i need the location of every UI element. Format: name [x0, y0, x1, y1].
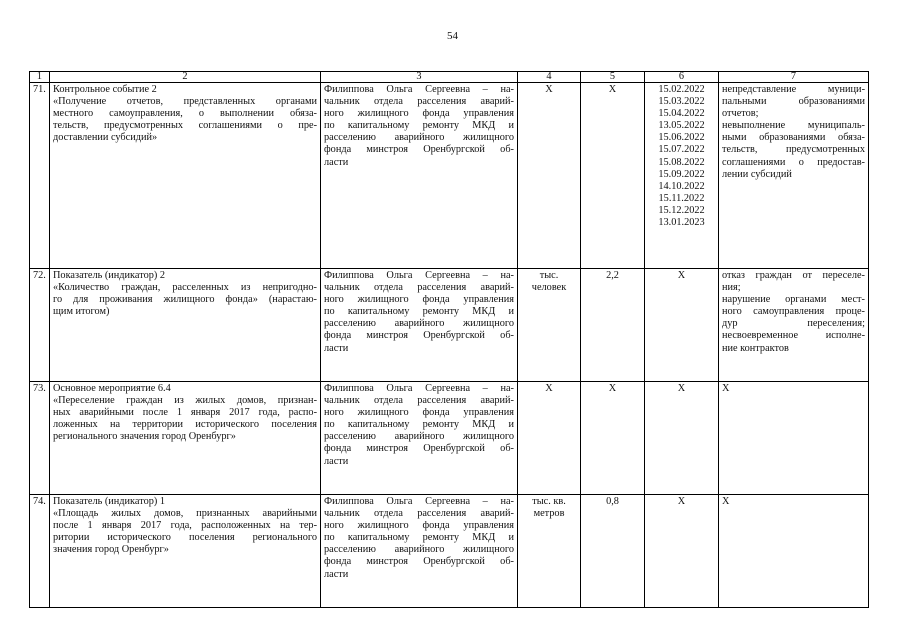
text-line: 15.07.2022 [658, 144, 705, 156]
text-line: 15.08.2022 [658, 156, 705, 168]
text-line: пальными образованиями [722, 96, 865, 108]
text-line: 15.06.2022 [658, 132, 705, 144]
text-line: по капитальному ремонту МКД и [324, 120, 514, 132]
header-cell: 5 [581, 72, 645, 83]
text-line: ного жилищного фонда управления [324, 108, 514, 120]
text-line: по капитальному ремонту МКД и [324, 419, 514, 431]
text-line: «Переселение граждан из жилых домов, признан- [53, 395, 317, 407]
dates-cell [645, 83, 719, 269]
event-title: Контрольное событие 2 [53, 84, 157, 95]
text-line: 15.11.2022 [658, 192, 705, 204]
table-row [30, 269, 869, 382]
value-cell: 0,8 [581, 495, 645, 608]
text-line: расселению аварийного жилищного [324, 132, 514, 144]
text-line: ного жилищного фонда управления [324, 520, 514, 532]
text-line: ласти [324, 156, 349, 168]
program-table [29, 71, 869, 608]
text-line: 13.01.2023 [658, 217, 705, 229]
text-line: «Получение отчетов, представленных органами [53, 96, 317, 108]
text-line: тыс. [539, 270, 559, 281]
unit-cell [518, 382, 581, 495]
text-line: отчетов; [722, 108, 759, 120]
responsible-person [321, 382, 518, 495]
text-line: после 1 января 2017 года, расположенных на тер- [53, 520, 317, 532]
responsible-person [321, 269, 518, 382]
unit-cell [518, 495, 581, 608]
row-number: 73. [30, 382, 50, 495]
text-line: 15.12.2022 [658, 204, 705, 216]
text-line: ными образованиями обяза- [722, 132, 865, 144]
value-cell: X [581, 382, 645, 495]
value-cell: 2,2 [581, 269, 645, 382]
event-description [50, 83, 321, 269]
text-line: ного жилищного фонда управления [324, 294, 514, 306]
header-cell: 4 [518, 72, 581, 83]
text-line: ложенных на территории исторического поселения [53, 419, 317, 431]
text-line: соглашениями о предостав- [722, 156, 865, 168]
text-line: метров [533, 508, 565, 520]
text-line: ного жилищного фонда управления [324, 407, 514, 419]
row-number: 71. [30, 83, 50, 269]
text-line: невыполнение муниципаль- [722, 120, 865, 132]
responsible-person [321, 83, 518, 269]
dates-cell [645, 382, 719, 495]
text-line: X [677, 383, 686, 394]
text-line: тельств, предусмотренных [722, 144, 865, 156]
text-line: фонда минстроя Оренбургской об- [324, 144, 514, 156]
text-line: по капитальному ремонту МКД и [324, 532, 514, 544]
event-title: Показатель (индикатор) 2 [53, 270, 166, 281]
event-description [50, 269, 321, 382]
risks-cell [719, 83, 869, 269]
table-body [30, 72, 869, 608]
text-line: лении субсидий [722, 168, 792, 180]
text-line: отказ граждан от переселе- [722, 270, 865, 281]
text-line: Филиппова Ольга Сергеевна – на- [324, 496, 514, 507]
text-line: X [722, 383, 730, 394]
text-line: тыс. кв. [532, 496, 566, 507]
text-line: расселению аварийного жилищного [324, 431, 514, 443]
text-line: ного самоуправления проце- [722, 306, 865, 318]
text-line: ласти [324, 342, 349, 354]
value-cell: X [581, 83, 645, 269]
dates-cell [645, 269, 719, 382]
text-line: фонда минстроя Оренбургской об- [324, 556, 514, 568]
text-line: X [677, 496, 686, 507]
unit-cell [518, 269, 581, 382]
header-cell: 7 [719, 72, 869, 83]
row-number: 74. [30, 495, 50, 608]
text-line: X [545, 84, 553, 95]
text-line: Филиппова Ольга Сергеевна – на- [324, 383, 514, 394]
text-line: X [545, 383, 553, 394]
text-line: 15.09.2022 [658, 168, 705, 180]
header-cell: 3 [321, 72, 518, 83]
text-line: местного самоуправления, о выполнении обяза- [53, 108, 317, 120]
risks-cell [719, 269, 869, 382]
text-line: ния; [722, 282, 741, 294]
event-description [50, 495, 321, 608]
event-description [50, 382, 321, 495]
event-title: Основное мероприятие 6.4 [53, 383, 171, 394]
text-line: Филиппова Ольга Сергеевна – на- [324, 84, 514, 95]
text-line: щим итогом) [53, 306, 110, 318]
text-line: X [677, 270, 686, 281]
responsible-person [321, 495, 518, 608]
risks-cell [719, 382, 869, 495]
text-line: расселению аварийного жилищного [324, 318, 514, 330]
unit-cell [518, 83, 581, 269]
text-line: чальник отдела расселения аварий- [324, 508, 514, 520]
event-title: Показатель (индикатор) 1 [53, 496, 166, 507]
text-line: ных аварийными после 1 января 2017 года, распо- [53, 407, 317, 419]
header-cell: 6 [645, 72, 719, 83]
text-line: человек [531, 282, 567, 294]
text-line: регионального значения город Оренбург» [53, 431, 236, 443]
text-line: ласти [324, 455, 349, 467]
text-line: тельств, предусмотренных соглашениями о пре- [53, 120, 317, 132]
header-row [30, 72, 869, 83]
dates-cell [645, 495, 719, 608]
text-line: 13.05.2022 [658, 120, 705, 132]
text-line: непредставление муници- [722, 84, 865, 95]
text-line: чальник отдела расселения аварий- [324, 395, 514, 407]
risks-cell [719, 495, 869, 608]
text-line: чальник отдела расселения аварий- [324, 96, 514, 108]
row-number: 72. [30, 269, 50, 382]
text-line: 15.04.2022 [658, 108, 705, 120]
text-line: значения город Оренбург» [53, 544, 169, 556]
text-line: X [722, 496, 730, 507]
text-line: фонда минстроя Оренбургской об- [324, 443, 514, 455]
text-line: фонда минстроя Оренбургской об- [324, 330, 514, 342]
text-line: расселению аварийного жилищного [324, 544, 514, 556]
table-row [30, 382, 869, 495]
text-line: «Площадь жилых домов, признанных аварийными [53, 508, 317, 520]
text-line: чальник отдела расселения аварий- [324, 282, 514, 294]
text-line: го для проживания жилищного фонда» (нарастаю- [53, 294, 317, 306]
text-line: нарушение органами мест- [722, 294, 865, 306]
text-line: по капитальному ремонту МКД и [324, 306, 514, 318]
table-row [30, 495, 869, 608]
header-cell: 2 [50, 72, 321, 83]
text-line: 15.02.2022 [658, 84, 705, 95]
header-cell: 1 [30, 72, 50, 83]
page-number: 54 [447, 30, 458, 42]
text-line: 14.10.2022 [658, 180, 705, 192]
text-line: ласти [324, 568, 349, 580]
text-line: ние контрактов [722, 342, 789, 354]
table-row [30, 83, 869, 269]
text-line: Филиппова Ольга Сергеевна – на- [324, 270, 514, 281]
text-line: доставлении субсидий» [53, 132, 158, 144]
text-line: дур переселения; [722, 318, 865, 330]
text-line: несвоевременное исполне- [722, 330, 865, 342]
text-line: ритории исторического поселения регионального [53, 532, 317, 544]
text-line: «Количество граждан, расселенных из непригодно- [53, 282, 317, 294]
text-line: 15.03.2022 [658, 96, 705, 108]
